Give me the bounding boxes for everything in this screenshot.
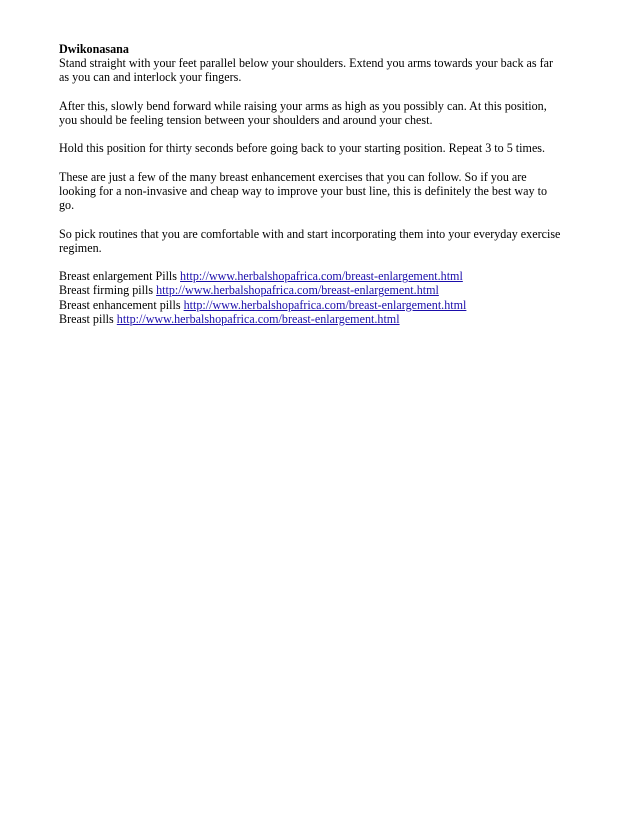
text-line: These are just a few of the many breast enhancement exercises that you can follow. So if you are [59, 169, 527, 184]
paragraph [59, 141, 584, 155]
link-row [59, 312, 584, 326]
product-link[interactable]: http://www.herbalshopafrica.com/breast-enlargement.html [180, 269, 463, 284]
intro-paragraph [59, 42, 584, 85]
text-line: regimen. [59, 240, 102, 255]
text-line: looking for a non-invasive and cheap way to improve your bust line, this is definitely the best way to [59, 183, 548, 198]
link-label: Breast pills [59, 311, 114, 326]
paragraph [59, 170, 584, 213]
product-link[interactable]: http://www.herbalshopafrica.com/breast-enlargement.html [156, 283, 439, 298]
link-label: Breast firming pills [59, 283, 154, 298]
link-label: Breast enlargement Pills [59, 269, 178, 284]
document-page [59, 42, 584, 340]
paragraph [59, 227, 584, 255]
text-line: Hold this position for thirty seconds before going back to your starting position. Repeat 3 to 5 times. [59, 141, 546, 156]
paragraph [59, 99, 584, 127]
text-line: So pick routines that you are comfortable with and start incorporating them into your everyday exercise [59, 226, 561, 241]
text-line: you should be feeling tension between your shoulders and around your chest. [59, 113, 433, 127]
link-row [59, 269, 584, 283]
product-link[interactable]: http://www.herbalshopafrica.com/breast-enlargement.html [116, 311, 400, 326]
links-list [59, 269, 584, 326]
link-label: Breast enhancement pills [59, 297, 181, 312]
text-line: Stand straight with your feet parallel below your shoulders. Extend you arms towards your back as far [59, 56, 554, 71]
text-line: go. [59, 198, 75, 213]
product-link[interactable]: http://www.herbalshopafrica.com/breast-enlargement.html [183, 297, 467, 312]
text-line: After this, slowly bend forward while raising your arms as high as you possibly can. At this position, [59, 98, 547, 113]
link-row [59, 283, 584, 297]
link-row [59, 298, 584, 312]
text-line: as you can and interlock your fingers. [59, 70, 242, 85]
section-heading: Dwikonasana [59, 42, 129, 56]
